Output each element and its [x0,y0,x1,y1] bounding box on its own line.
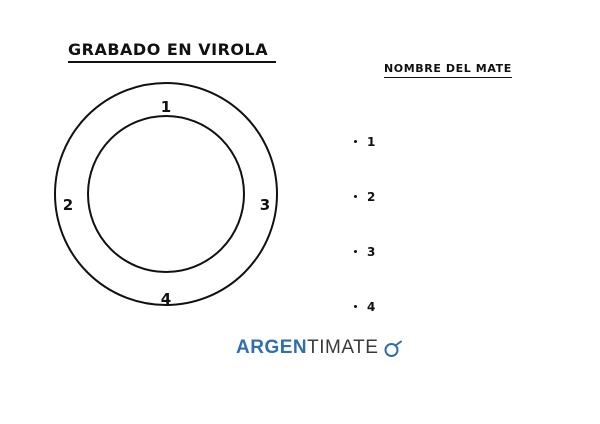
ring-segment-label-4: 4 [160,290,172,308]
mate-gourd-icon [383,338,403,358]
list-item-label: 2 [367,189,376,204]
ring-segment-label-1: 1 [160,98,172,116]
virola-ring-diagram [54,82,284,312]
ring-segment-label-2: 2 [62,196,74,214]
list-item-label: 4 [367,299,376,314]
list-item-label: 1 [367,134,376,149]
bullet-icon [354,305,357,308]
logo-text-primary: ARGEN [236,337,308,358]
list-item-label: 3 [367,244,376,259]
list-item [354,169,504,224]
engraving-section-title: GRABADO EN VIROLA [68,40,276,63]
ring-segment-label-3: 3 [259,196,271,214]
mate-name-section-title: NOMBRE DEL MATE [384,62,512,78]
logo-text-secondary: TIMATE [307,337,379,358]
bullet-icon [354,195,357,198]
mate-name-list [354,114,504,334]
list-item [354,279,504,334]
bullet-icon [354,250,357,253]
argentimate-logo [236,337,403,359]
ring-inner-circle [87,115,245,273]
bullet-icon [354,140,357,143]
list-item [354,114,504,169]
list-item [354,224,504,279]
